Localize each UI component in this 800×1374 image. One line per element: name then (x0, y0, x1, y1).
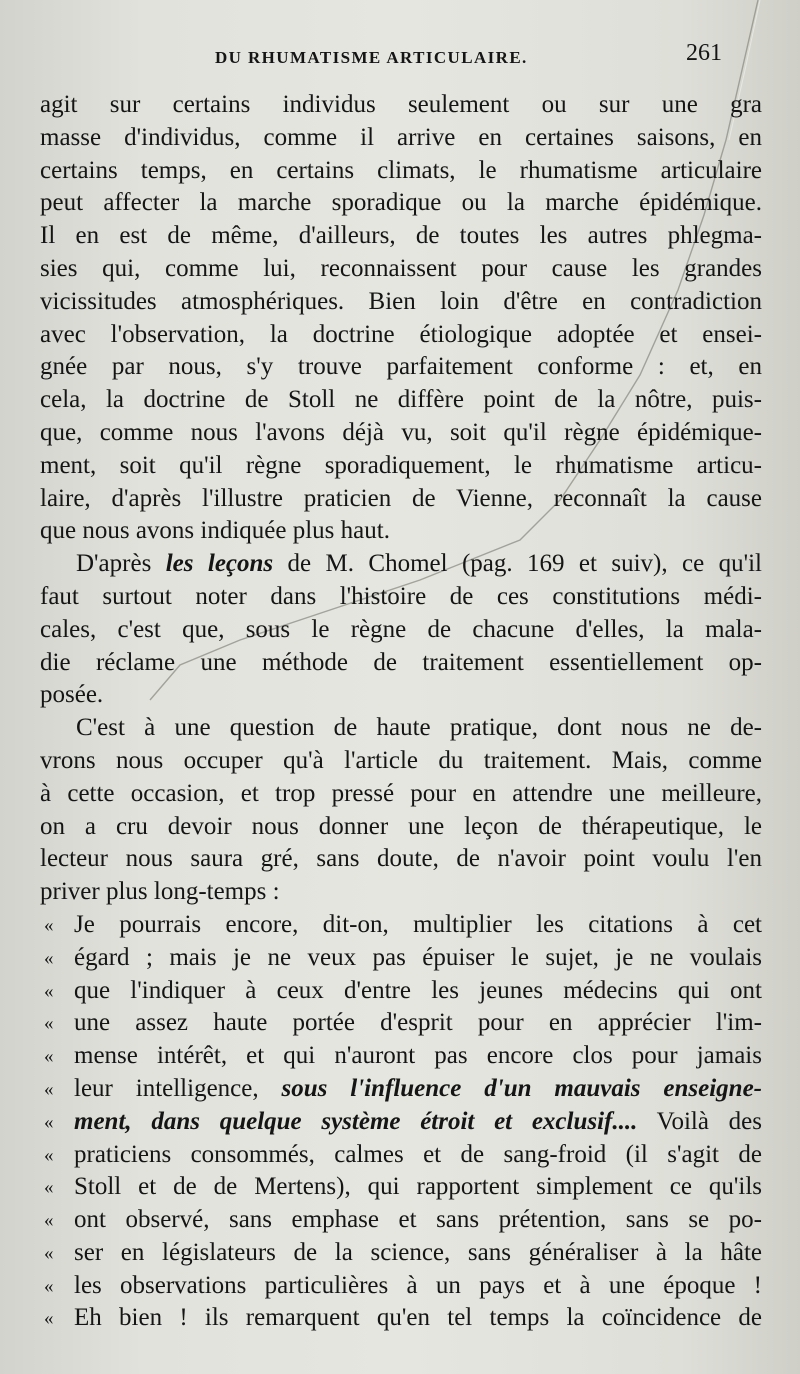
quote-line (40, 1106, 762, 1139)
quote-text: les observations particulières à un pays et à une époque ! (74, 1271, 762, 1299)
italic-run: sous l'influence d'un mauvais enseigne- (281, 1074, 762, 1102)
text-line: posée. (40, 681, 104, 709)
text-line: on a cru devoir nous donner une leçon de thérapeutique, le (40, 812, 762, 840)
quote-line (40, 1204, 762, 1237)
running-head: DU RHUMATISME ARTICULAIRE. (215, 48, 528, 67)
text-line: que, comme nous l'avons déjà vu, soit qu'il règne épidémique- (40, 418, 762, 446)
text-run: de M. Chomel (pag. 169 et suiv), ce qu'il (273, 550, 762, 578)
text-line: gnée par nous, s'y trouve parfaitement conforme : et, en (40, 353, 762, 381)
text-line: à cette occasion, et trop pressé pour en attendre une meilleure, (40, 779, 762, 807)
paragraph-2-first-line (40, 548, 762, 581)
text-line: avec l'observation, la doctrine étiologique adoptée et ensei- (40, 320, 762, 348)
quote-line (40, 1040, 762, 1073)
text-line: cales, c'est que, sous le règne de chacune d'elles, la mala- (40, 615, 762, 643)
text-line: vrons nous occuper qu'à l'article du traitement. Mais, comme (40, 746, 762, 774)
text-run: D'après (76, 550, 166, 578)
text-line: Il en est de même, d'ailleurs, de toutes les autres phlegma- (40, 222, 762, 250)
quote-text: égard ; mais je ne veux pas épuiser le sujet, je ne voulais (74, 943, 762, 971)
quote-line (40, 1270, 762, 1303)
text-line: laire, d'après l'illustre praticien de Vienne, reconnaît la cause (40, 484, 762, 512)
text-line: masse d'individus, comme il arrive en certaines saisons, en (40, 123, 762, 151)
quote-line (40, 1007, 762, 1040)
text-line: sies qui, comme lui, reconnaissent pour cause les grandes (40, 254, 762, 282)
quote-mark: « (44, 1275, 54, 1297)
quote-mark: « (44, 947, 54, 969)
quote-mark: « (44, 1242, 54, 1264)
quote-line (40, 942, 762, 975)
quote-text: Stoll et de de Mertens), qui rapportent simplement ce qu'ils (74, 1173, 762, 1201)
text-line: certains temps, en certains climats, le rhumatisme articulaire (40, 156, 762, 184)
text-line: lecteur nous saura gré, sans doute, de n'avoir point voulu l'en (40, 845, 762, 873)
text-line: ment, soit qu'il règne sporadiquement, le rhumatisme articu- (40, 451, 762, 479)
quote-mark: « (44, 1111, 54, 1133)
quote-line (40, 1139, 762, 1172)
quote-line (40, 1073, 762, 1106)
quote-text: ser en législateurs de la science, sans généraliser à la hâte (74, 1238, 762, 1266)
text-line: priver plus long-temps : (40, 878, 280, 906)
quote-line (40, 909, 762, 942)
quote-text: Voilà des (637, 1107, 762, 1135)
text-line: vicissitudes atmosphériques. Bien loin d'être en contradiction (40, 287, 762, 315)
italic-run: les leçons (165, 550, 274, 578)
text-line: die réclame une méthode de traitement essentiellement op- (40, 648, 762, 676)
quote-mark: « (44, 980, 54, 1002)
quote-mark: « (44, 1013, 54, 1035)
quote-mark: « (44, 1308, 54, 1330)
text-line: peut affecter la marche sporadique ou la marche épidémique. (40, 189, 762, 217)
text-line: agit sur certains individus seulement ou sur une gra (40, 91, 762, 118)
quote-line (40, 1171, 762, 1204)
quote-line (40, 1237, 762, 1270)
text-line: C'est à une question de haute pratique, dont nous ne de- (76, 714, 762, 742)
quote-line (40, 975, 762, 1008)
italic-run: ment, dans quelque système étroit et exclusif.... (74, 1107, 638, 1135)
quote-line (40, 1302, 762, 1335)
text-line: cela, la doctrine de Stoll ne diffère point de la nôtre, puis- (40, 386, 762, 414)
quote-mark: « (44, 1046, 54, 1068)
page-header (0, 40, 800, 76)
quote-text: que l'indiquer à ceux d'entre les jeunes médecins qui ont (74, 976, 762, 1004)
quote-mark: « (44, 1144, 54, 1166)
text-line: que nous avons indiquée plus haut. (40, 517, 390, 545)
quote-text: leur intelligence, (74, 1074, 282, 1102)
quote-text: une assez haute portée d'esprit pour en apprécier l'im- (74, 1009, 762, 1037)
quote-mark: « (44, 1177, 54, 1199)
body-text (40, 89, 762, 1335)
quote-mark: « (44, 1210, 54, 1232)
quote-text: Je pourrais encore, dit-on, multiplier les citations à cet (74, 910, 762, 938)
quote-mark: « (44, 1078, 54, 1100)
quote-mark: « (44, 914, 54, 936)
page-number: 261 (686, 40, 722, 66)
quote-text: Eh bien ! ils remarquent qu'en tel temps la coïncidence de (74, 1304, 762, 1332)
quote-text: mense intérêt, et qui n'auront pas encore clos pour jamais (74, 1042, 762, 1070)
quote-text: ont observé, sans emphase et sans prétention, sans se po- (74, 1206, 762, 1234)
quote-text: praticiens consommés, calmes et de sang-froid (il s'agit de (74, 1140, 762, 1168)
text-line: faut surtout noter dans l'histoire de ces constitutions médi- (40, 582, 762, 610)
